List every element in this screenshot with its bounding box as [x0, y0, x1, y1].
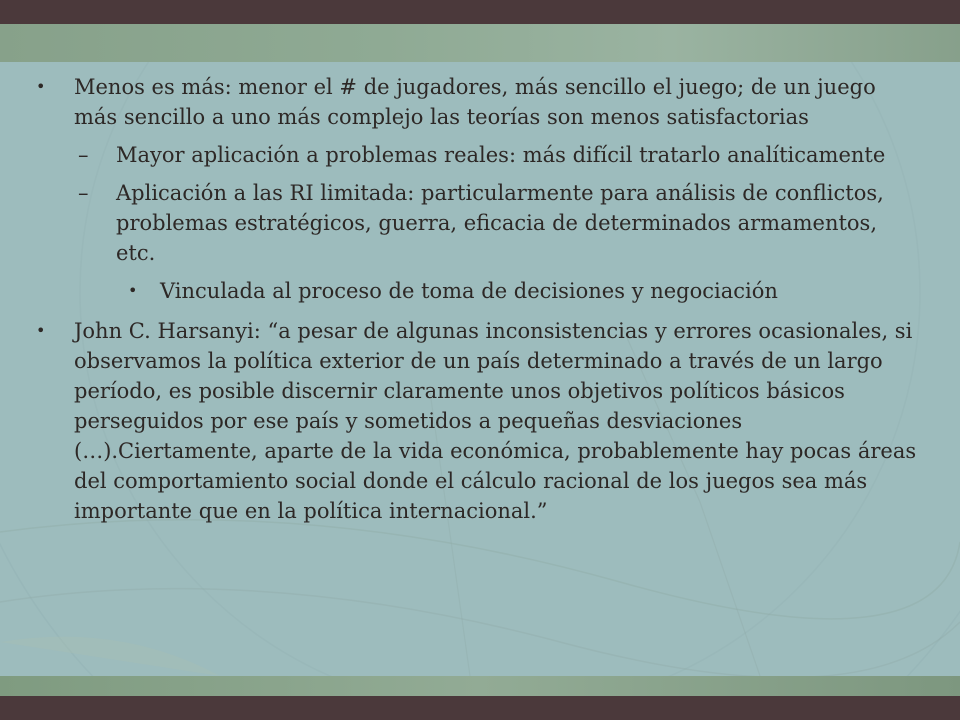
bullet-marker: • — [128, 281, 138, 300]
bullet-text: John C. Harsanyi: “a pesar de algunas inconsistencias y errores ocasionales, si observamos la política exterior de un país determinado a través de un largo período, es posible discernir claramente unos objetivos políticos básicos perseguidos por ese país y sometidos a pequeñas desviaciones (…).Ciertamente, aparte de la vida económica, probablemente hay pocas áreas del comportamiento social donde el cálculo racional de los juegos sea más importante que en la política internacional.” — [74, 319, 917, 523]
sub-sub-bullet-text: Vinculada al proceso de toma de decisiones y negociación — [160, 279, 778, 303]
bullet-marker: • — [36, 77, 46, 96]
bottom-frame-bar — [0, 696, 960, 720]
dash-marker: – — [78, 143, 89, 167]
sub-bullet-item — [32, 140, 922, 170]
sub-bullet-item — [32, 178, 922, 268]
sub-sub-bullet-item — [32, 276, 922, 306]
top-decorative-band — [0, 24, 960, 62]
top-frame-bar — [0, 0, 960, 24]
sub-bullet-text: Aplicación a las RI limitada: particularmente para análisis de conflictos, problemas estratégicos, guerra, eficacia de determinados armamentos, etc. — [116, 181, 884, 265]
bullet-item — [32, 316, 922, 526]
sub-bullet-text: Mayor aplicación a problemas reales: más difícil tratarlo analíticamente — [116, 143, 886, 167]
dash-marker: – — [78, 181, 89, 205]
slide-content — [32, 72, 922, 534]
bullet-text: Menos es más: menor el # de jugadores, más sencillo el juego; de un juego más sencillo a uno más complejo las teorías son menos satisfactorias — [74, 75, 876, 129]
bullet-item — [32, 72, 922, 132]
bottom-decorative-band — [0, 676, 960, 696]
bullet-marker: • — [36, 321, 46, 340]
